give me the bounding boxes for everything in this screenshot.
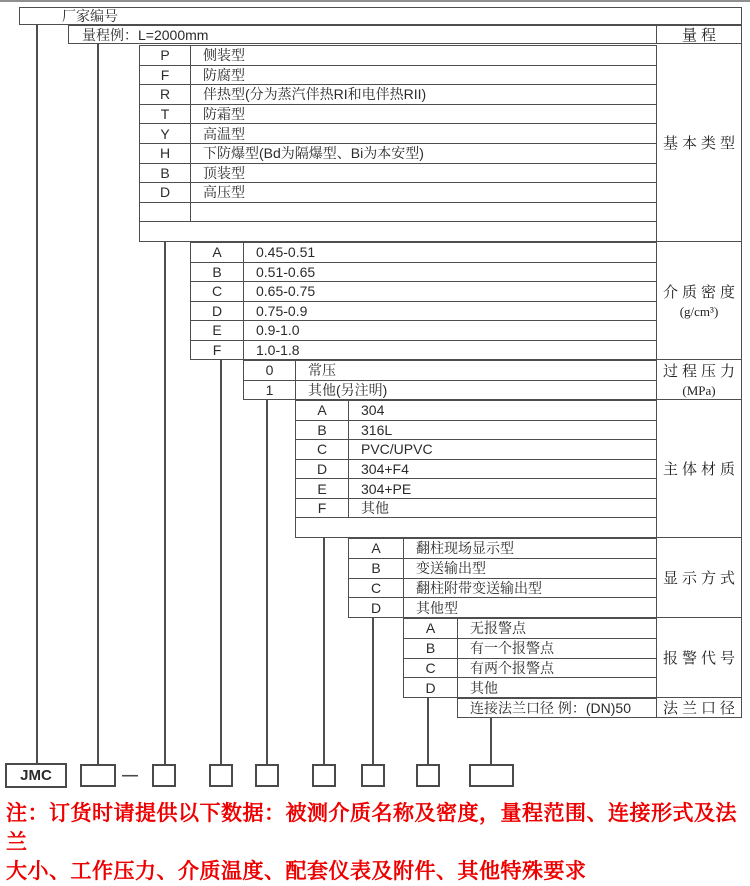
table-row: [296, 460, 656, 480]
section-label-range: [657, 25, 742, 44]
desc-cell: 316L: [361, 421, 393, 438]
code-cell: [296, 518, 349, 537]
table-row: [140, 124, 656, 144]
desc-cell: 防腐型: [203, 66, 245, 83]
table-row: [140, 222, 656, 241]
desc-cell: 其他(另注明): [308, 381, 388, 398]
desc-cell: 0.51-0.65: [256, 263, 316, 280]
section-label-text: 法兰口径: [662, 701, 739, 717]
desc-cell: [191, 222, 656, 241]
table-row: [404, 659, 656, 679]
connector-line: [164, 242, 166, 764]
desc-cell: 304: [361, 402, 385, 419]
code-cell: F: [140, 66, 191, 85]
range-example-row: [68, 25, 657, 44]
code-cell: D: [296, 460, 349, 479]
desc-cell: 伴热型(分为蒸汽伴热RI和电伴热RII): [203, 86, 427, 103]
desc-cell: 有两个报警点: [470, 659, 554, 676]
connector-line: [266, 400, 268, 764]
table-row: [296, 401, 656, 421]
model-code-box: [361, 764, 385, 787]
desc-cell: 其他: [470, 679, 498, 696]
desc-cell: 高温型: [203, 125, 245, 142]
order-note-line: 注：订货时请提供以下数据：被测介质名称及密度，量程范围、连接形式及法兰: [6, 802, 737, 854]
code-cell: C: [349, 579, 404, 598]
section-table-basic-type: [139, 45, 657, 242]
table-row: [140, 183, 656, 203]
desc-cell: 0.9-1.0: [256, 322, 300, 339]
desc-cell: 其他型: [416, 599, 458, 616]
table-row: [349, 579, 656, 599]
section-label-body-material: [657, 400, 742, 538]
section-label-medium-density: [657, 242, 742, 360]
model-code-box: [255, 764, 279, 787]
model-code-box: [469, 764, 514, 787]
table-row: [244, 361, 656, 381]
section-label-basic-type: [657, 44, 742, 242]
table-row: [140, 105, 656, 125]
code-cell: B: [404, 639, 458, 658]
section-label-process-pressure: [657, 360, 742, 400]
code-cell: A: [296, 401, 349, 420]
table-row: [458, 699, 656, 717]
table-row: [140, 203, 656, 223]
desc-cell: 连接法兰口径 例：(DN)50: [470, 700, 632, 716]
desc-cell: PVC/UPVC: [361, 441, 433, 458]
table-row: [296, 421, 656, 441]
section-label-text: 显示方式: [662, 571, 739, 587]
table-row: [191, 302, 656, 322]
model-prefix-box: JMC: [5, 763, 67, 788]
desc-cell: 0.75-0.9: [256, 302, 308, 319]
section-label-text: 报警代号: [662, 651, 739, 667]
desc-cell: 1.0-1.8: [256, 341, 300, 358]
section-label-unit: (g/cm³): [679, 304, 719, 319]
table-row: [244, 381, 656, 400]
code-cell: H: [140, 144, 191, 163]
table-row: [191, 263, 656, 283]
code-cell: [140, 203, 191, 222]
desc-cell: 变送输出型: [416, 560, 486, 577]
desc-cell: 0.45-0.51: [256, 244, 316, 261]
section-label-text: 基本类型: [662, 136, 739, 152]
table-row: [349, 598, 656, 617]
table-row: [349, 539, 656, 559]
desc-cell: 翻柱现场显示型: [416, 540, 514, 557]
code-cell: D: [404, 678, 458, 697]
code-cell: D: [191, 302, 244, 321]
connector-line: [427, 698, 429, 764]
table-row: [296, 440, 656, 460]
code-cell: E: [191, 321, 244, 340]
code-cell: Y: [140, 124, 191, 143]
range-example-text: 量程例：L=2000mm: [82, 26, 209, 43]
section-label-text: 主体材质: [662, 462, 739, 478]
code-cell: [140, 222, 191, 241]
code-cell: B: [296, 421, 349, 440]
code-cell: A: [191, 243, 244, 262]
desc-cell: 常压: [308, 362, 336, 379]
model-code-box: [312, 764, 336, 787]
code-cell: R: [140, 85, 191, 104]
connector-line: [97, 44, 99, 764]
section-label-text: 介质密度: [662, 285, 739, 301]
section-table-process-pressure: [243, 360, 657, 400]
desc-cell: 防霜型: [203, 106, 245, 123]
code-cell: C: [404, 659, 458, 678]
section-table-body-material: [295, 400, 657, 538]
model-code-box: [209, 764, 233, 787]
section-label-display-mode: [657, 538, 742, 618]
desc-cell: 304+PE: [361, 480, 412, 497]
connector-line: [490, 718, 492, 764]
code-cell: D: [140, 183, 191, 202]
code-cell: C: [191, 282, 244, 301]
model-dash: —: [122, 766, 138, 784]
section-table-display-mode: [348, 538, 657, 618]
desc-cell: 翻柱附带变送输出型: [416, 579, 542, 596]
table-row: [191, 341, 656, 360]
desc-cell: 下防爆型(Bd为隔爆型、Bi为本安型): [203, 145, 424, 162]
table-row: [140, 164, 656, 184]
desc-cell: 304+F4: [361, 461, 409, 478]
code-cell: 1: [244, 381, 296, 400]
table-row: [349, 559, 656, 579]
code-cell: 0: [244, 361, 296, 380]
section-label-text: 过程压力: [662, 364, 739, 380]
model-code-box: [80, 764, 116, 787]
connector-line: [36, 25, 38, 764]
code-cell: C: [296, 440, 349, 459]
table-row: [140, 66, 656, 86]
section-label-unit: (MPa): [682, 383, 716, 398]
code-cell: D: [349, 598, 404, 617]
factory-number-row: [19, 7, 742, 25]
desc-cell: 侧装型: [203, 47, 245, 64]
table-row: [140, 144, 656, 164]
section-label-flange-size: [657, 698, 742, 718]
connector-line: [220, 360, 222, 764]
code-cell: B: [191, 263, 244, 282]
top-rule: [0, 0, 750, 2]
code-cell: F: [296, 499, 349, 518]
table-row: [296, 518, 656, 537]
model-code-box: [152, 764, 176, 787]
desc-cell: 有一个报警点: [470, 640, 554, 657]
desc-cell: [191, 203, 656, 222]
table-row: [191, 282, 656, 302]
table-row: [140, 85, 656, 105]
code-cell: A: [349, 539, 404, 558]
connector-line: [372, 618, 374, 764]
code-cell: B: [140, 164, 191, 183]
desc-cell: 高压型: [203, 184, 245, 201]
desc-cell: 其他: [361, 500, 389, 517]
section-label-alarm-code: [657, 618, 742, 698]
code-cell: B: [349, 559, 404, 578]
table-row: [191, 321, 656, 341]
section-label-range-text: 量程: [681, 28, 720, 44]
desc-cell: 顶装型: [203, 164, 245, 181]
section-table-medium-density: [190, 242, 657, 360]
desc-cell: 无报警点: [470, 620, 526, 637]
table-row: [404, 678, 656, 697]
order-note: [6, 799, 750, 886]
section-table-flange-size: [457, 698, 657, 718]
table-row: [140, 46, 656, 66]
code-cell: E: [296, 479, 349, 498]
code-cell: T: [140, 105, 191, 124]
code-cell: A: [404, 619, 458, 638]
order-note-line: 大小、工作压力、介质温度、配套仪表及附件、其他特殊要求: [6, 860, 587, 883]
code-cell: P: [140, 46, 191, 65]
factory-number-text: 厂家编号: [62, 8, 118, 24]
table-row: [191, 243, 656, 263]
connector-line: [323, 538, 325, 764]
model-code-box: [416, 764, 440, 787]
desc-cell: [349, 518, 656, 537]
table-row: [404, 639, 656, 659]
table-row: [404, 619, 656, 639]
desc-cell: 0.65-0.75: [256, 283, 316, 300]
section-table-alarm-code: [403, 618, 657, 698]
table-row: [296, 479, 656, 499]
code-cell: F: [191, 341, 244, 360]
table-row: [296, 499, 656, 519]
